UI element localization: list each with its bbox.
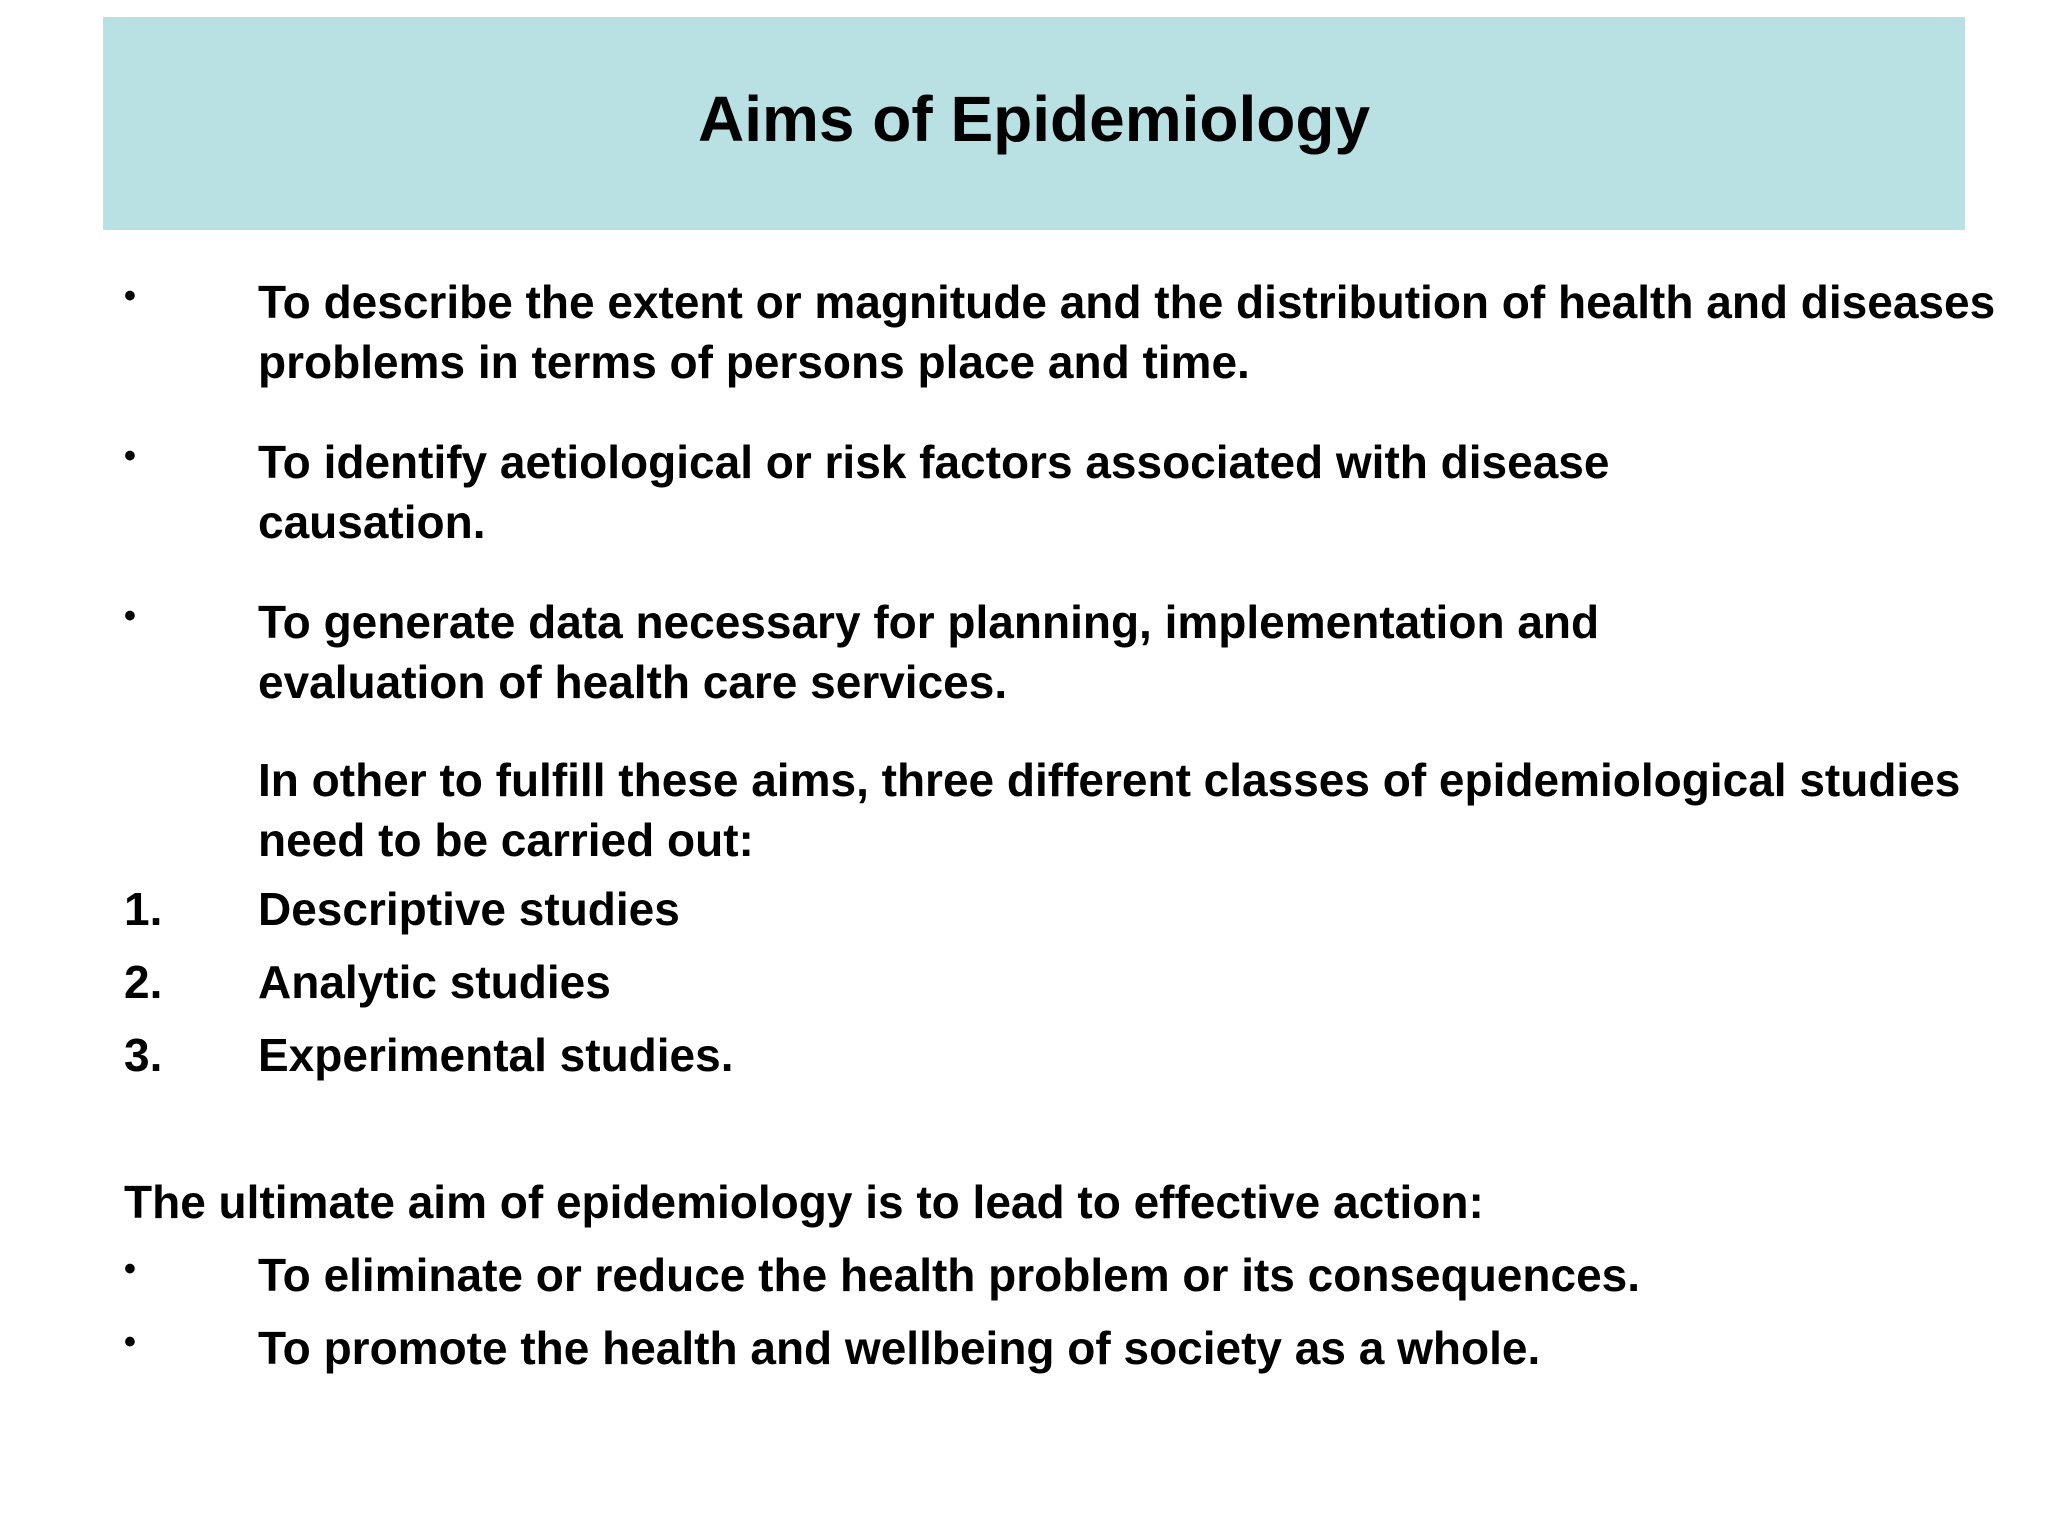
- bullet-marker: •: [124, 437, 136, 475]
- study-class-text: Analytic studies: [258, 956, 611, 1008]
- aim-text: To describe the extent or magnitude and the distribution of health and diseases problems in terms of persons place and time.: [258, 276, 1996, 388]
- number-marker: 1.: [124, 883, 163, 935]
- aim-text: To identify aetiological or risk factors associated with disease causation.: [258, 436, 1610, 548]
- study-class-text: Descriptive studies: [258, 883, 680, 935]
- bullet-marker: •: [124, 597, 136, 635]
- bullet-marker: •: [124, 277, 136, 315]
- ultimate-aim-text: To promote the health and wellbeing of society as a whole.: [258, 1322, 1541, 1374]
- ultimate-aim-heading: The ultimate aim of epidemiology is to lead to effective action:: [124, 1176, 1484, 1228]
- number-marker: 3.: [124, 1029, 163, 1081]
- slide-title: Aims of Epidemiology: [697, 82, 1371, 155]
- bullet-marker: •: [124, 1250, 136, 1288]
- aim-text: To generate data necessary for planning, implementation and evaluation of health care services.: [258, 596, 1600, 708]
- bullet-marker: •: [124, 1323, 136, 1361]
- number-marker: 2.: [124, 956, 163, 1008]
- study-class-text: Experimental studies.: [258, 1029, 734, 1081]
- ultimate-aim-text: To eliminate or reduce the health problem or its consequences.: [258, 1249, 1641, 1301]
- intro-text: In other to fulfill these aims, three different classes of epidemiological studies need to be carried out:: [258, 754, 1961, 866]
